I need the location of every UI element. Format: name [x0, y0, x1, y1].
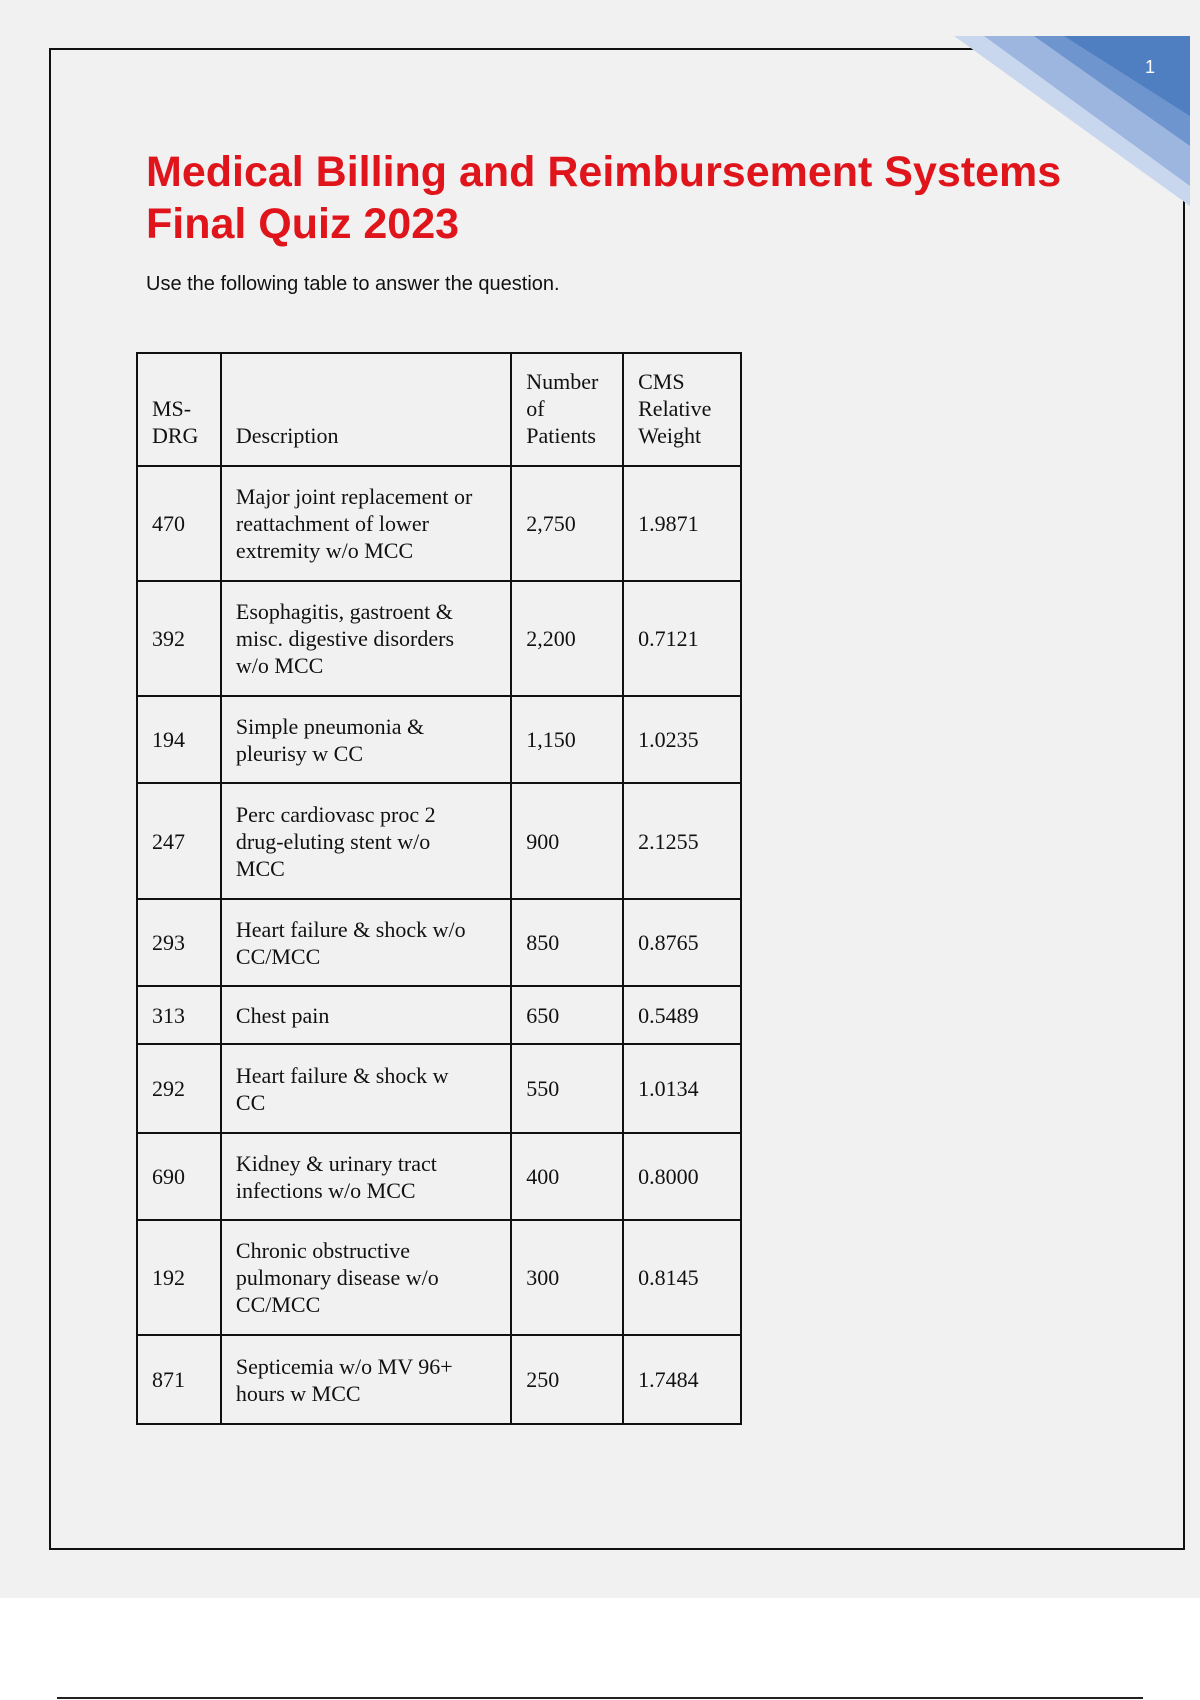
cell-number-of-patients: 2,200	[511, 581, 623, 696]
cell-description	[221, 466, 511, 581]
table-row	[137, 581, 741, 696]
header-text: MS-	[152, 396, 192, 421]
cell-ms-drg: 871	[137, 1335, 221, 1424]
cell-ms-drg: 293	[137, 899, 221, 986]
cell-description	[221, 783, 511, 899]
cell-description	[221, 1335, 511, 1424]
cell-description	[221, 1220, 511, 1335]
description-line: Perc cardiovasc proc 2	[235, 801, 436, 827]
header-text: Description	[235, 423, 339, 448]
description-line: drug-eluting stent w/o	[235, 828, 431, 854]
header-number-of-patients	[511, 353, 623, 466]
description-line: Heart failure & shock w/o	[235, 916, 466, 942]
header-text: Number	[526, 369, 599, 394]
cell-number-of-patients: 250	[511, 1335, 623, 1424]
description-line: extremity w/o MCC	[235, 538, 414, 563]
header-cms-relative-weight	[623, 353, 741, 466]
description-line: w/o MCC	[235, 653, 324, 678]
header-text: Weight	[638, 423, 702, 448]
drg-table	[136, 352, 742, 1425]
cell-ms-drg: 192	[137, 1220, 221, 1335]
description-line: misc. digestive disorders	[235, 626, 455, 651]
description-line: Major joint replacement or	[235, 484, 473, 509]
table-row	[137, 783, 741, 899]
cell-ms-drg: 470	[137, 466, 221, 581]
cell-relative-weight: 1.0235	[623, 696, 741, 783]
table-header-row	[137, 353, 741, 466]
cell-number-of-patients: 550	[511, 1044, 623, 1133]
cell-ms-drg: 392	[137, 581, 221, 696]
cell-number-of-patients: 2,750	[511, 466, 623, 581]
cell-ms-drg: 247	[137, 783, 221, 899]
description-line: pleurisy w CC	[235, 740, 364, 766]
description-line: Septicemia w/o MV 96+	[235, 1353, 453, 1379]
description-line: CC/MCC	[235, 1292, 321, 1317]
table-row	[137, 899, 741, 986]
description-line: Esophagitis, gastroent &	[235, 599, 453, 624]
cell-relative-weight: 1.9871	[623, 466, 741, 581]
cell-relative-weight: 1.7484	[623, 1335, 741, 1424]
cell-description	[221, 696, 511, 783]
cell-ms-drg: 292	[137, 1044, 221, 1133]
cell-number-of-patients: 900	[511, 783, 623, 899]
description-line: MCC	[235, 855, 285, 881]
description-line: Heart failure & shock w	[235, 1062, 449, 1088]
cell-ms-drg: 194	[137, 696, 221, 783]
table-row	[137, 1335, 741, 1424]
table-row	[137, 986, 741, 1044]
header-ms-drg	[137, 353, 221, 466]
cell-number-of-patients: 300	[511, 1220, 623, 1335]
table-row	[137, 1044, 741, 1133]
page-footer-area	[0, 1598, 1200, 1700]
description-line: pulmonary disease w/o	[235, 1265, 439, 1290]
bottom-divider	[57, 1697, 1143, 1699]
table-row	[137, 466, 741, 581]
header-text: Relative	[638, 396, 712, 421]
description-line: Chest pain	[235, 1002, 330, 1028]
table-row	[137, 1133, 741, 1220]
page-number: 1	[1144, 57, 1155, 77]
cell-description	[221, 899, 511, 986]
cell-description	[221, 1133, 511, 1220]
cell-ms-drg: 313	[137, 986, 221, 1044]
header-text: CMS	[638, 369, 685, 394]
cell-relative-weight: 0.5489	[623, 986, 741, 1044]
cell-relative-weight: 0.8000	[623, 1133, 741, 1220]
title-line-1: Medical Billing and Reimbursement Systems	[146, 148, 1062, 196]
cell-relative-weight: 0.8765	[623, 899, 741, 986]
description-line: infections w/o MCC	[235, 1177, 416, 1203]
cell-description	[221, 986, 511, 1044]
cell-number-of-patients: 850	[511, 899, 623, 986]
cell-description	[221, 1044, 511, 1133]
cell-number-of-patients: 400	[511, 1133, 623, 1220]
cell-number-of-patients: 1,150	[511, 696, 623, 783]
description-line: hours w MCC	[235, 1380, 361, 1406]
header-text: DRG	[152, 423, 199, 448]
header-description	[221, 353, 511, 466]
description-line: Kidney & urinary tract	[235, 1150, 437, 1176]
cell-description	[221, 581, 511, 696]
cell-number-of-patients: 650	[511, 986, 623, 1044]
description-line: Chronic obstructive	[235, 1238, 411, 1263]
table-row	[137, 696, 741, 783]
cell-relative-weight: 1.0134	[623, 1044, 741, 1133]
header-text: of	[526, 396, 545, 421]
description-line: Simple pneumonia &	[235, 713, 425, 739]
title-line-2: Final Quiz 2023	[146, 200, 460, 248]
cell-relative-weight: 2.1255	[623, 783, 741, 899]
cell-ms-drg: 690	[137, 1133, 221, 1220]
description-line: reattachment of lower	[235, 511, 429, 536]
page-title	[146, 146, 1061, 250]
description-line: CC	[235, 1089, 266, 1115]
description-line: CC/MCC	[235, 943, 321, 969]
header-text: Patients	[526, 423, 596, 448]
cell-relative-weight: 0.7121	[623, 581, 741, 696]
instruction-text: Use the following table to answer the question.	[146, 273, 560, 295]
cell-relative-weight: 0.8145	[623, 1220, 741, 1335]
table-row	[137, 1220, 741, 1335]
